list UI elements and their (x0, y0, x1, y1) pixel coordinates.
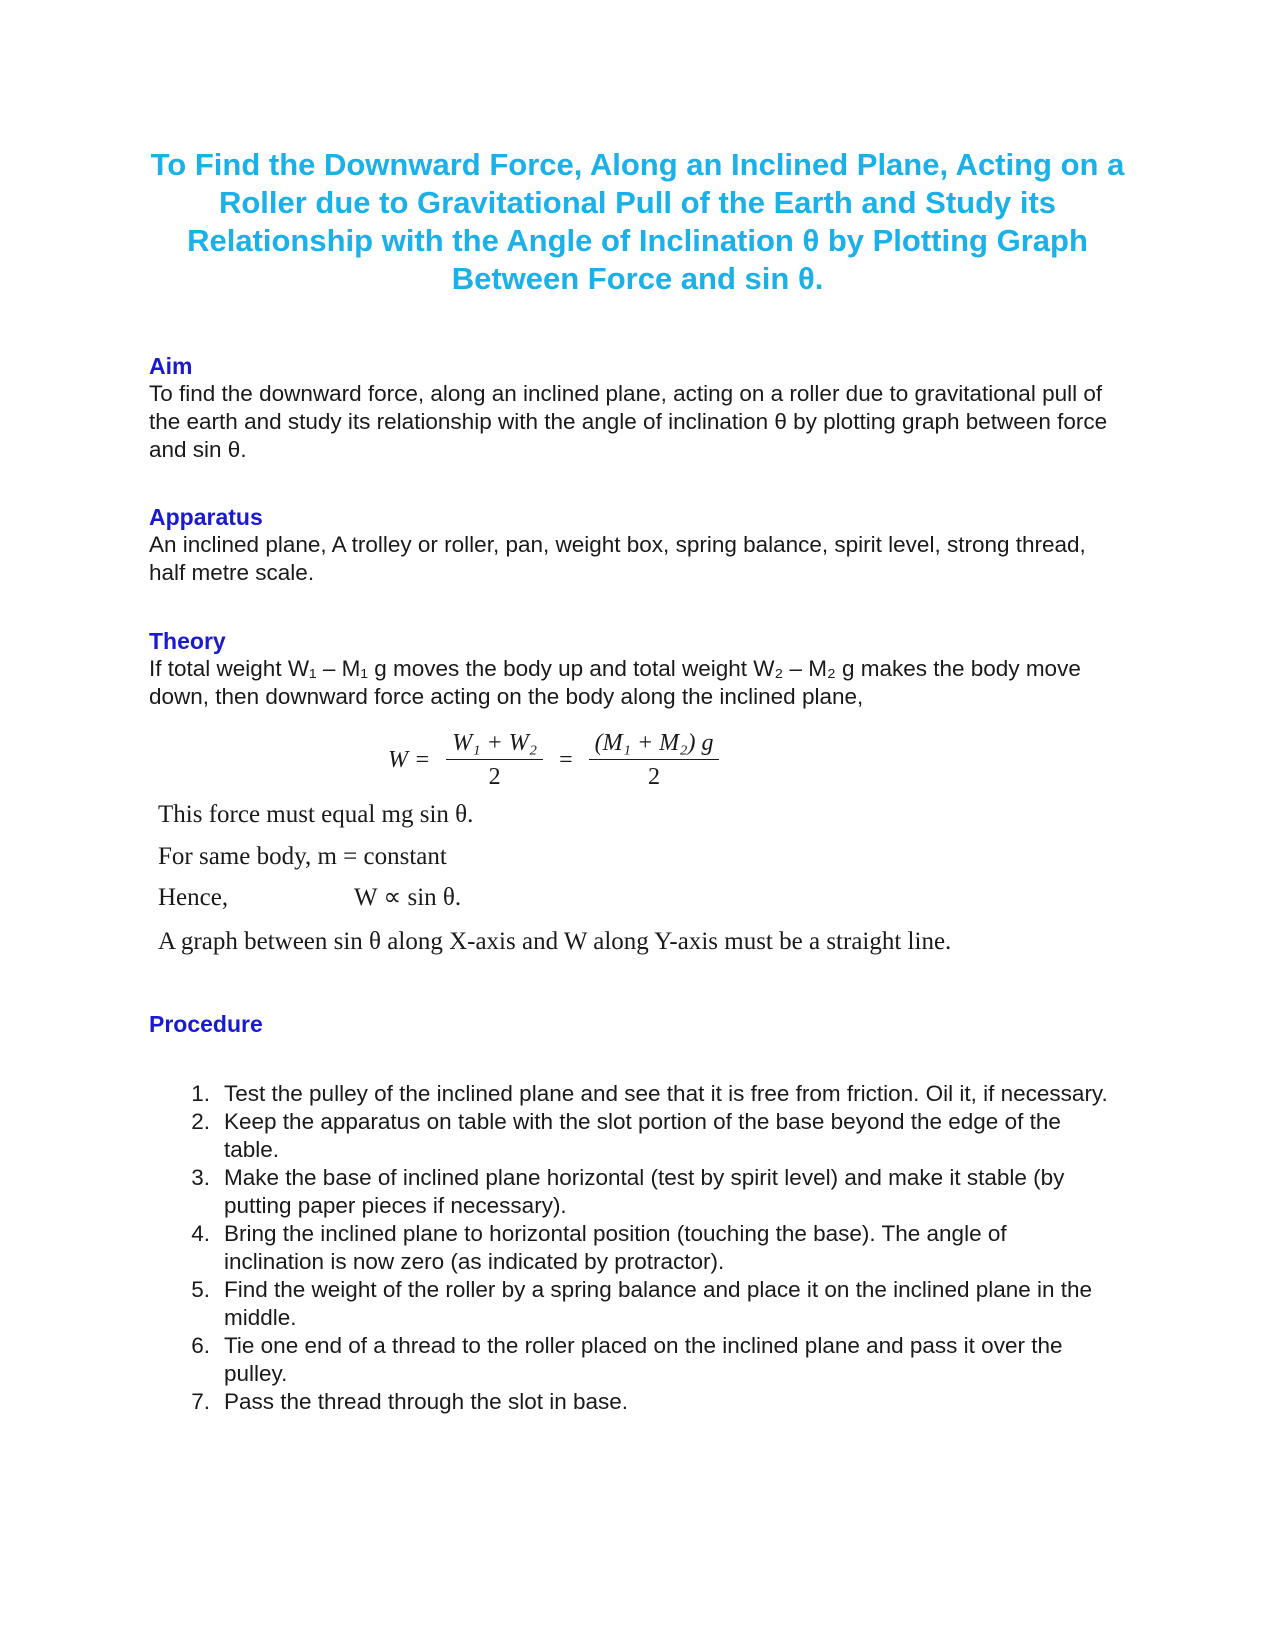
list-item (170, 1220, 1110, 1276)
procedure-heading: Procedure (149, 1011, 263, 1037)
procedure-steps (170, 1080, 1110, 1416)
step-text: Bring the inclined plane to horizontal position (touching the base). The angle of inclination is now zero (as indicated by protractor). (224, 1221, 1007, 1274)
step-number: 7. (191, 1389, 210, 1414)
fraction-numerator-weights: W₁ + W₂ (446, 730, 543, 760)
step-number: 3. (191, 1165, 210, 1190)
theory-line-mg-sin: This force must equal mg sin θ. (158, 801, 474, 828)
step-number: 1. (191, 1081, 210, 1106)
theory-line-graph: A graph between sin θ along X-axis and W along Y-axis must be a straight line. (158, 928, 952, 955)
aim-section (149, 352, 1119, 464)
step-text: Test the pulley of the inclined plane and see that it is free from friction. Oil it, if necessary. (224, 1081, 1108, 1106)
apparatus-heading: Apparatus (149, 504, 263, 530)
list-item (170, 1388, 1110, 1416)
step-text: Keep the apparatus on table with the slot portion of the base beyond the edge of the table. (224, 1109, 1061, 1162)
list-item (170, 1332, 1110, 1388)
fraction-numerator-masses: (M₁ + M₂) g (589, 730, 720, 760)
step-number: 2. (191, 1109, 210, 1134)
procedure-section (149, 1010, 1119, 1038)
fraction-denominator-masses: 2 (648, 764, 661, 790)
step-text: Make the base of inclined plane horizontal (test by spirit level) and make it stable (by putting paper pieces if necessary). (224, 1165, 1065, 1218)
step-number: 4. (191, 1221, 210, 1246)
theory-text: If total weight W₁ – M₁ g moves the body up and total weight W₂ – M₂ g makes the body move down, then downward force acting on the body along the inclined plane, (149, 656, 1081, 709)
step-text: Tie one end of a thread to the roller placed on the inclined plane and pass it over the pulley. (224, 1333, 1063, 1386)
hence-label: Hence, (158, 884, 229, 911)
list-item (170, 1108, 1110, 1164)
step-text: Find the weight of the roller by a spring balance and place it on the inclined plane in the middle. (224, 1277, 1093, 1330)
apparatus-section (149, 503, 1119, 587)
theory-heading: Theory (149, 628, 226, 654)
apparatus-text: An inclined plane, A trolley or roller, pan, weight box, spring balance, spirit level, strong thread, half metre scale. (149, 532, 1086, 585)
formula-fraction-masses (589, 730, 720, 791)
formula-equals: = (559, 747, 573, 773)
aim-text: To find the downward force, along an inclined plane, acting on a roller due to gravitational pull of the earth and study its relationship with the angle of inclination θ by plotting graph between force and sin θ. (149, 381, 1108, 462)
step-number: 6. (191, 1333, 210, 1358)
list-item (170, 1276, 1110, 1332)
theory-section (149, 627, 1119, 711)
proportional-expression: W ∝ sin θ. (354, 884, 462, 911)
force-formula (378, 730, 719, 800)
list-item (170, 1080, 1110, 1108)
list-item (170, 1164, 1110, 1220)
step-number: 5. (191, 1277, 210, 1302)
aim-heading: Aim (149, 353, 193, 379)
fraction-denominator-weights: 2 (488, 764, 501, 790)
step-text: Pass the thread through the slot in base. (224, 1389, 629, 1414)
theory-line-proportional (158, 883, 462, 913)
theory-line-constant: For same body, m = constant (158, 843, 447, 870)
formula-fraction-weights (446, 730, 543, 791)
page-title: To Find the Downward Force, Along an Inclined Plane, Acting on a Roller due to Gravitational Pull of the Earth and Study its Relationship with the Angle of Inclination θ by Plotting Graph Between Force and sin θ. (150, 147, 1125, 296)
formula-lhs: W = (388, 747, 431, 773)
